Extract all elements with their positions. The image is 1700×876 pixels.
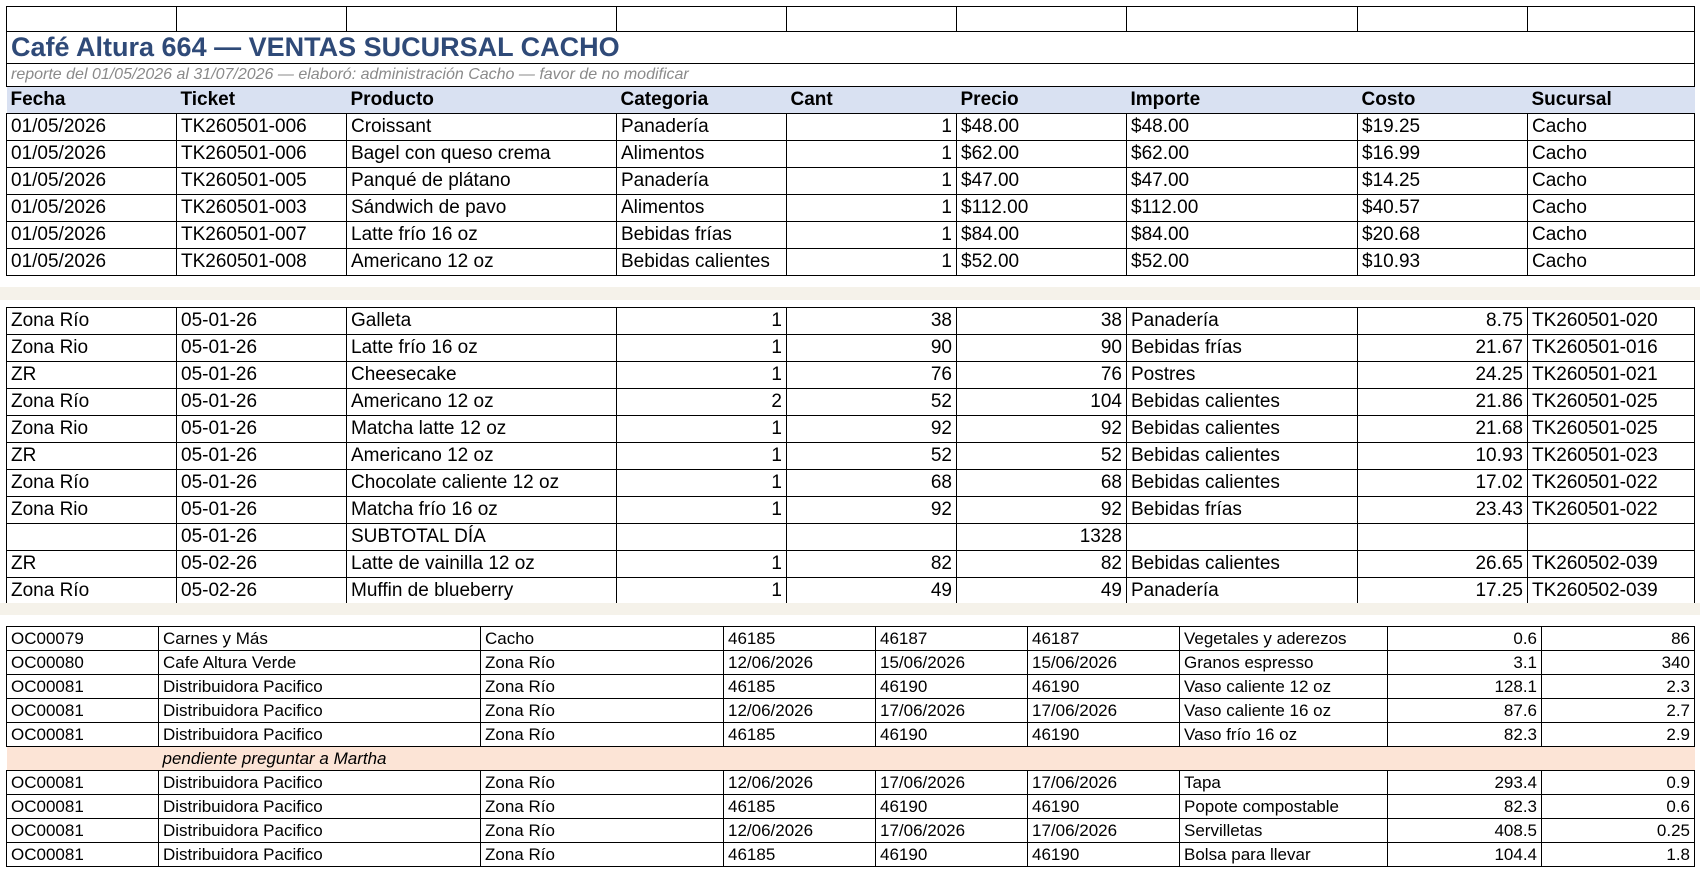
cost-cell[interactable]: $14.25 xyxy=(1358,168,1528,195)
branch-cell[interactable] xyxy=(7,524,177,551)
table-row xyxy=(7,308,1695,335)
quantity-cell[interactable]: 104.4 xyxy=(1388,843,1542,867)
quantity-cell[interactable]: 0.6 xyxy=(1388,627,1542,651)
date-cell[interactable]: 46190 xyxy=(876,675,1028,699)
date-cell[interactable]: 05-01-26 xyxy=(177,524,347,551)
quantity-cell[interactable]: 1 xyxy=(787,249,957,276)
product-cell[interactable]: Americano 12 oz xyxy=(347,443,617,470)
ticket-cell[interactable]: TK260501-008 xyxy=(177,249,347,276)
date-cell[interactable]: 12/06/2026 xyxy=(724,819,876,843)
amount-cell[interactable]: 68 xyxy=(957,470,1127,497)
amount-cell[interactable]: $48.00 xyxy=(1127,114,1358,141)
order-id-cell[interactable]: OC00081 xyxy=(7,795,159,819)
date-cell[interactable]: 15/06/2026 xyxy=(1028,651,1180,675)
supplier-cell[interactable]: Distribuidora Pacifico xyxy=(159,819,481,843)
date-cell[interactable]: 01/05/2026 xyxy=(7,114,177,141)
date-cell[interactable]: 05-01-26 xyxy=(177,416,347,443)
sales-report-table xyxy=(6,6,1695,276)
supplier-cell[interactable]: Distribuidora Pacifico xyxy=(159,723,481,747)
order-id-cell[interactable]: OC00081 xyxy=(7,819,159,843)
date-cell[interactable]: 05-01-26 xyxy=(177,443,347,470)
category-cell[interactable]: Panadería xyxy=(617,168,787,195)
branch-cell[interactable]: Zona Río xyxy=(7,578,177,605)
product-cell[interactable]: Latte frío 16 oz xyxy=(347,222,617,249)
price-cell[interactable]: $62.00 xyxy=(957,141,1127,168)
date-cell[interactable]: 17/06/2026 xyxy=(1028,699,1180,723)
unit-cost-cell[interactable]: 86 xyxy=(1542,627,1695,651)
quantity-cell[interactable]: 1 xyxy=(787,114,957,141)
amount-cell[interactable]: 90 xyxy=(957,335,1127,362)
table-row xyxy=(7,771,1695,795)
branch-cell[interactable]: Zona Río xyxy=(481,723,724,747)
table-row xyxy=(7,675,1695,699)
date-cell[interactable]: 46187 xyxy=(876,627,1028,651)
branch-cell[interactable]: Zona Río xyxy=(481,771,724,795)
cost-cell[interactable] xyxy=(1358,524,1528,551)
cell[interactable] xyxy=(347,7,617,32)
subtotal-label[interactable]: SUBTOTAL DÍA xyxy=(347,524,617,551)
table-row xyxy=(7,335,1695,362)
quantity-cell[interactable]: 1 xyxy=(787,222,957,249)
ticket-cell[interactable]: TK260501-022 xyxy=(1528,497,1695,524)
amount-cell[interactable]: $84.00 xyxy=(1127,222,1358,249)
date-cell[interactable]: 46185 xyxy=(724,843,876,867)
branch-cell[interactable]: Zona Río xyxy=(481,843,724,867)
cell[interactable] xyxy=(1127,7,1358,32)
table-row xyxy=(7,222,1695,249)
date-cell[interactable]: 46190 xyxy=(1028,723,1180,747)
price-cell[interactable]: 82 xyxy=(787,551,957,578)
item-cell[interactable]: Vaso caliente 12 oz xyxy=(1180,675,1388,699)
cost-cell[interactable]: 26.65 xyxy=(1358,551,1528,578)
cost-cell[interactable]: 17.25 xyxy=(1358,578,1528,605)
ticket-cell[interactable]: TK260501-006 xyxy=(177,114,347,141)
order-id-cell[interactable]: OC00079 xyxy=(7,627,159,651)
table-row xyxy=(7,470,1695,497)
date-cell[interactable]: 17/06/2026 xyxy=(876,819,1028,843)
item-cell[interactable]: Granos espresso xyxy=(1180,651,1388,675)
table-row xyxy=(7,141,1695,168)
ticket-cell[interactable] xyxy=(1528,524,1695,551)
amount-cell[interactable]: 92 xyxy=(957,416,1127,443)
cost-cell[interactable]: $10.93 xyxy=(1358,249,1528,276)
date-cell[interactable]: 05-02-26 xyxy=(177,551,347,578)
date-cell[interactable]: 05-01-26 xyxy=(177,497,347,524)
item-cell[interactable]: Popote compostable xyxy=(1180,795,1388,819)
cost-cell[interactable]: $20.68 xyxy=(1358,222,1528,249)
ticket-cell[interactable]: TK260502-039 xyxy=(1528,578,1695,605)
unit-cost-cell[interactable]: 0.25 xyxy=(1542,819,1695,843)
column-header[interactable]: Precio xyxy=(957,87,1127,114)
header-row xyxy=(7,87,1695,114)
column-header[interactable]: Importe xyxy=(1127,87,1358,114)
price-cell[interactable]: $48.00 xyxy=(957,114,1127,141)
section-divider xyxy=(0,603,1700,615)
category-cell[interactable] xyxy=(1127,524,1358,551)
cost-cell[interactable]: 21.67 xyxy=(1358,335,1528,362)
date-cell[interactable]: 17/06/2026 xyxy=(1028,771,1180,795)
amount-cell[interactable]: 52 xyxy=(957,443,1127,470)
unit-cost-cell[interactable]: 2.3 xyxy=(1542,675,1695,699)
date-cell[interactable]: 46190 xyxy=(876,723,1028,747)
date-cell[interactable]: 46187 xyxy=(1028,627,1180,651)
cell[interactable] xyxy=(177,7,347,32)
ticket-cell[interactable]: TK260501-022 xyxy=(1528,470,1695,497)
date-cell[interactable]: 46185 xyxy=(724,675,876,699)
ticket-cell[interactable]: TK260501-003 xyxy=(177,195,347,222)
price-cell[interactable]: 49 xyxy=(787,578,957,605)
supplier-cell[interactable]: Distribuidora Pacifico xyxy=(159,771,481,795)
table-row xyxy=(7,443,1695,470)
date-cell[interactable]: 46185 xyxy=(724,627,876,651)
order-id-cell[interactable]: OC00081 xyxy=(7,771,159,795)
quantity-cell[interactable]: 1 xyxy=(787,195,957,222)
quantity-cell[interactable]: 1 xyxy=(617,578,787,605)
column-header[interactable]: Cant xyxy=(787,87,957,114)
table-row xyxy=(7,168,1695,195)
ticket-cell[interactable]: TK260501-007 xyxy=(177,222,347,249)
cell[interactable] xyxy=(957,7,1127,32)
category-cell[interactable]: Bebidas frías xyxy=(617,222,787,249)
ticket-cell[interactable]: TK260501-016 xyxy=(1528,335,1695,362)
ticket-cell[interactable]: TK260501-020 xyxy=(1528,308,1695,335)
cost-cell[interactable]: $40.57 xyxy=(1358,195,1528,222)
price-cell[interactable]: 92 xyxy=(787,416,957,443)
date-cell[interactable]: 12/06/2026 xyxy=(724,699,876,723)
date-cell[interactable]: 46190 xyxy=(1028,795,1180,819)
item-cell[interactable]: Bolsa para llevar xyxy=(1180,843,1388,867)
unit-cost-cell[interactable]: 340 xyxy=(1542,651,1695,675)
price-cell[interactable]: 76 xyxy=(787,362,957,389)
table-row xyxy=(7,389,1695,416)
table-row xyxy=(7,843,1695,867)
cost-cell[interactable]: 8.75 xyxy=(1358,308,1528,335)
product-cell[interactable]: Galleta xyxy=(347,308,617,335)
price-cell[interactable]: 38 xyxy=(787,308,957,335)
branch-cell[interactable]: ZR xyxy=(7,362,177,389)
supplier-cell[interactable]: Distribuidora Pacifico xyxy=(159,795,481,819)
column-header[interactable]: Producto xyxy=(347,87,617,114)
product-cell[interactable]: Matcha frío 16 oz xyxy=(347,497,617,524)
item-cell[interactable]: Vaso frío 16 oz xyxy=(1180,723,1388,747)
date-cell[interactable]: 12/06/2026 xyxy=(724,771,876,795)
table-row xyxy=(7,362,1695,389)
ticket-cell[interactable]: TK260501-025 xyxy=(1528,389,1695,416)
price-cell[interactable]: $84.00 xyxy=(957,222,1127,249)
amount-cell[interactable]: $52.00 xyxy=(1127,249,1358,276)
branch-cell[interactable]: Zona Río xyxy=(481,795,724,819)
category-cell[interactable]: Bebidas calientes xyxy=(617,249,787,276)
price-cell[interactable]: 52 xyxy=(787,389,957,416)
table-row xyxy=(7,497,1695,524)
ticket-cell[interactable]: TK260501-023 xyxy=(1528,443,1695,470)
table-row xyxy=(7,195,1695,222)
price-cell[interactable]: 92 xyxy=(787,497,957,524)
table-row xyxy=(7,627,1695,651)
price-cell[interactable]: 68 xyxy=(787,470,957,497)
date-cell[interactable]: 05-01-26 xyxy=(177,308,347,335)
branch-cell[interactable]: ZR xyxy=(7,443,177,470)
amount-cell[interactable]: 92 xyxy=(957,497,1127,524)
report-title[interactable]: Café Altura 664 — VENTAS SUCURSAL CACHO xyxy=(7,32,1695,64)
quantity-cell[interactable]: 1 xyxy=(787,168,957,195)
quantity-cell[interactable]: 408.5 xyxy=(1388,819,1542,843)
cell[interactable] xyxy=(1358,7,1528,32)
branch-cell[interactable]: Cacho xyxy=(1528,249,1695,276)
product-cell[interactable]: Sándwich de pavo xyxy=(347,195,617,222)
cost-cell[interactable]: 24.25 xyxy=(1358,362,1528,389)
column-header[interactable]: Costo xyxy=(1358,87,1528,114)
quantity-cell[interactable]: 1 xyxy=(617,362,787,389)
date-cell[interactable]: 15/06/2026 xyxy=(876,651,1028,675)
date-cell[interactable]: 46190 xyxy=(876,795,1028,819)
unit-cost-cell[interactable]: 1.8 xyxy=(1542,843,1695,867)
branch-cell[interactable]: ZR xyxy=(7,551,177,578)
quantity-cell[interactable]: 2 xyxy=(617,389,787,416)
quantity-cell[interactable]: 87.6 xyxy=(1388,699,1542,723)
cell[interactable] xyxy=(7,7,177,32)
date-cell[interactable]: 46185 xyxy=(724,723,876,747)
date-cell[interactable]: 01/05/2026 xyxy=(7,222,177,249)
unit-cost-cell[interactable]: 0.9 xyxy=(1542,771,1695,795)
price-cell[interactable] xyxy=(787,524,957,551)
product-cell[interactable]: Bagel con queso crema xyxy=(347,141,617,168)
branch-cell[interactable]: Zona Rio xyxy=(7,416,177,443)
amount-cell[interactable]: 82 xyxy=(957,551,1127,578)
cell[interactable] xyxy=(787,7,957,32)
branch-cell[interactable]: Zona Rio xyxy=(7,497,177,524)
unit-cost-cell[interactable]: 2.9 xyxy=(1542,723,1695,747)
price-cell[interactable]: 90 xyxy=(787,335,957,362)
quantity-cell[interactable]: 1 xyxy=(617,416,787,443)
category-cell[interactable]: Bebidas calientes xyxy=(1127,551,1358,578)
branch-cell[interactable]: Cacho xyxy=(481,627,724,651)
quantity-cell[interactable]: 1 xyxy=(787,141,957,168)
price-cell[interactable]: 52 xyxy=(787,443,957,470)
note-row xyxy=(7,747,1695,771)
quantity-cell[interactable]: 1 xyxy=(617,443,787,470)
order-id-cell[interactable] xyxy=(7,747,159,771)
category-cell[interactable]: Bebidas calientes xyxy=(1127,389,1358,416)
item-cell[interactable]: Tapa xyxy=(1180,771,1388,795)
order-id-cell[interactable]: OC00081 xyxy=(7,675,159,699)
branch-cell[interactable]: Zona Río xyxy=(481,699,724,723)
quantity-cell[interactable] xyxy=(617,524,787,551)
product-cell[interactable]: Muffin de blueberry xyxy=(347,578,617,605)
branch-cell[interactable]: Zona Río xyxy=(7,470,177,497)
supplier-cell[interactable]: Distribuidora Pacifico xyxy=(159,675,481,699)
cost-cell[interactable]: 23.43 xyxy=(1358,497,1528,524)
date-cell[interactable]: 01/05/2026 xyxy=(7,195,177,222)
supplier-cell[interactable]: Carnes y Más xyxy=(159,627,481,651)
amount-cell[interactable]: 38 xyxy=(957,308,1127,335)
cost-cell[interactable]: 10.93 xyxy=(1358,443,1528,470)
order-id-cell[interactable]: OC00080 xyxy=(7,651,159,675)
product-cell[interactable]: Matcha latte 12 oz xyxy=(347,416,617,443)
cost-cell[interactable]: 17.02 xyxy=(1358,470,1528,497)
product-cell[interactable]: Americano 12 oz xyxy=(347,249,617,276)
date-cell[interactable]: 17/06/2026 xyxy=(876,699,1028,723)
quantity-cell[interactable]: 3.1 xyxy=(1388,651,1542,675)
date-cell[interactable]: 05-01-26 xyxy=(177,470,347,497)
order-id-cell[interactable]: OC00081 xyxy=(7,723,159,747)
date-cell[interactable]: 46190 xyxy=(876,843,1028,867)
ticket-cell[interactable]: TK260501-005 xyxy=(177,168,347,195)
date-cell[interactable]: 17/06/2026 xyxy=(1028,819,1180,843)
category-cell[interactable]: Bebidas frías xyxy=(1127,335,1358,362)
table-row xyxy=(7,795,1695,819)
category-cell[interactable]: Alimentos xyxy=(617,195,787,222)
amount-cell[interactable]: $112.00 xyxy=(1127,195,1358,222)
date-cell[interactable]: 46190 xyxy=(1028,843,1180,867)
category-cell[interactable]: Bebidas calientes xyxy=(1127,416,1358,443)
category-cell[interactable]: Panadería xyxy=(617,114,787,141)
cost-cell[interactable]: $16.99 xyxy=(1358,141,1528,168)
quantity-cell[interactable]: 1 xyxy=(617,308,787,335)
amount-cell[interactable]: $47.00 xyxy=(1127,168,1358,195)
category-cell[interactable]: Alimentos xyxy=(617,141,787,168)
date-cell[interactable]: 46185 xyxy=(724,795,876,819)
date-cell[interactable]: 17/06/2026 xyxy=(876,771,1028,795)
cost-cell[interactable]: 21.68 xyxy=(1358,416,1528,443)
branch-cell[interactable]: Cacho xyxy=(1528,195,1695,222)
branch-cell[interactable]: Zona Río xyxy=(481,675,724,699)
column-header[interactable]: Categoria xyxy=(617,87,787,114)
ticket-cell[interactable]: TK260502-039 xyxy=(1528,551,1695,578)
amount-cell[interactable]: 49 xyxy=(957,578,1127,605)
date-cell[interactable]: 01/05/2026 xyxy=(7,249,177,276)
category-cell[interactable]: Bebidas calientes xyxy=(1127,470,1358,497)
blank-row xyxy=(7,7,1695,32)
amount-cell[interactable]: 104 xyxy=(957,389,1127,416)
purchase-orders-table xyxy=(6,626,1695,867)
product-cell[interactable]: Americano 12 oz xyxy=(347,389,617,416)
quantity-cell[interactable]: 1 xyxy=(617,470,787,497)
cost-cell[interactable]: 21.86 xyxy=(1358,389,1528,416)
cell[interactable] xyxy=(617,7,787,32)
cost-cell[interactable]: $19.25 xyxy=(1358,114,1528,141)
branch-cell[interactable]: Cacho xyxy=(1528,114,1695,141)
supplier-cell[interactable]: Distribuidora Pacifico xyxy=(159,699,481,723)
branch-cell[interactable]: Cacho xyxy=(1528,141,1695,168)
table-row xyxy=(7,551,1695,578)
quantity-cell[interactable]: 82.3 xyxy=(1388,795,1542,819)
unit-cost-cell[interactable]: 2.7 xyxy=(1542,699,1695,723)
branch-cell[interactable]: Zona Rio xyxy=(7,335,177,362)
branch-cell[interactable]: Zona Río xyxy=(481,819,724,843)
cell[interactable] xyxy=(1528,7,1695,32)
price-cell[interactable]: $52.00 xyxy=(957,249,1127,276)
date-cell[interactable]: 46190 xyxy=(1028,675,1180,699)
date-cell[interactable]: 12/06/2026 xyxy=(724,651,876,675)
unit-cost-cell[interactable]: 0.6 xyxy=(1542,795,1695,819)
branch-cell[interactable]: Zona Río xyxy=(7,389,177,416)
column-header[interactable]: Ticket xyxy=(177,87,347,114)
report-subtitle[interactable]: reporte del 01/05/2026 al 31/07/2026 — elaboró: administración Cacho — favor de no modificar xyxy=(7,64,1695,87)
table-row xyxy=(7,819,1695,843)
subtotal-value[interactable]: 1328 xyxy=(957,524,1127,551)
product-cell[interactable]: Latte frío 16 oz xyxy=(347,335,617,362)
table-row xyxy=(7,416,1695,443)
item-cell[interactable]: Vegetales y aderezos xyxy=(1180,627,1388,651)
table-row xyxy=(7,699,1695,723)
category-cell[interactable]: Postres xyxy=(1127,362,1358,389)
category-cell[interactable]: Bebidas calientes xyxy=(1127,443,1358,470)
branch-cell[interactable]: Zona Río xyxy=(481,651,724,675)
ticket-cell[interactable]: TK260501-025 xyxy=(1528,416,1695,443)
quantity-cell[interactable]: 1 xyxy=(617,551,787,578)
quantity-cell[interactable]: 293.4 xyxy=(1388,771,1542,795)
order-id-cell[interactable]: OC00081 xyxy=(7,699,159,723)
quantity-cell[interactable]: 1 xyxy=(617,497,787,524)
table-row xyxy=(7,249,1695,276)
product-cell[interactable]: Chocolate caliente 12 oz xyxy=(347,470,617,497)
column-header[interactable]: Sucursal xyxy=(1528,87,1695,114)
date-cell[interactable]: 05-01-26 xyxy=(177,335,347,362)
product-cell[interactable]: Latte de vainilla 12 oz xyxy=(347,551,617,578)
quantity-cell[interactable]: 128.1 xyxy=(1388,675,1542,699)
zona-rio-sales-table xyxy=(6,307,1695,605)
branch-cell[interactable]: Cacho xyxy=(1528,222,1695,249)
item-cell[interactable]: Vaso caliente 16 oz xyxy=(1180,699,1388,723)
item-cell[interactable]: Servilletas xyxy=(1180,819,1388,843)
table-row xyxy=(7,723,1695,747)
ticket-cell[interactable]: TK260501-021 xyxy=(1528,362,1695,389)
date-cell[interactable]: 01/05/2026 xyxy=(7,168,177,195)
order-id-cell[interactable]: OC00081 xyxy=(7,843,159,867)
price-cell[interactable]: $112.00 xyxy=(957,195,1127,222)
note-text[interactable]: pendiente preguntar a Martha xyxy=(159,747,1695,771)
ticket-cell[interactable]: TK260501-006 xyxy=(177,141,347,168)
table-row xyxy=(7,578,1695,605)
supplier-cell[interactable]: Cafe Altura Verde xyxy=(159,651,481,675)
quantity-cell[interactable]: 82.3 xyxy=(1388,723,1542,747)
table-row xyxy=(7,114,1695,141)
product-cell[interactable]: Croissant xyxy=(347,114,617,141)
branch-cell[interactable]: Zona Río xyxy=(7,308,177,335)
date-cell[interactable]: 01/05/2026 xyxy=(7,141,177,168)
category-cell[interactable]: Panadería xyxy=(1127,308,1358,335)
category-cell[interactable]: Panadería xyxy=(1127,578,1358,605)
product-cell[interactable]: Cheesecake xyxy=(347,362,617,389)
section-divider xyxy=(0,287,1700,300)
date-cell[interactable]: 05-01-26 xyxy=(177,389,347,416)
column-header[interactable]: Fecha xyxy=(7,87,177,114)
supplier-cell[interactable]: Distribuidora Pacifico xyxy=(159,843,481,867)
product-cell[interactable]: Panqué de plátano xyxy=(347,168,617,195)
branch-cell[interactable]: Cacho xyxy=(1528,168,1695,195)
amount-cell[interactable]: $62.00 xyxy=(1127,141,1358,168)
table-row xyxy=(7,651,1695,675)
date-cell[interactable]: 05-02-26 xyxy=(177,578,347,605)
category-cell[interactable]: Bebidas frías xyxy=(1127,497,1358,524)
subtotal-row xyxy=(7,524,1695,551)
quantity-cell[interactable]: 1 xyxy=(617,335,787,362)
amount-cell[interactable]: 76 xyxy=(957,362,1127,389)
price-cell[interactable]: $47.00 xyxy=(957,168,1127,195)
date-cell[interactable]: 05-01-26 xyxy=(177,362,347,389)
